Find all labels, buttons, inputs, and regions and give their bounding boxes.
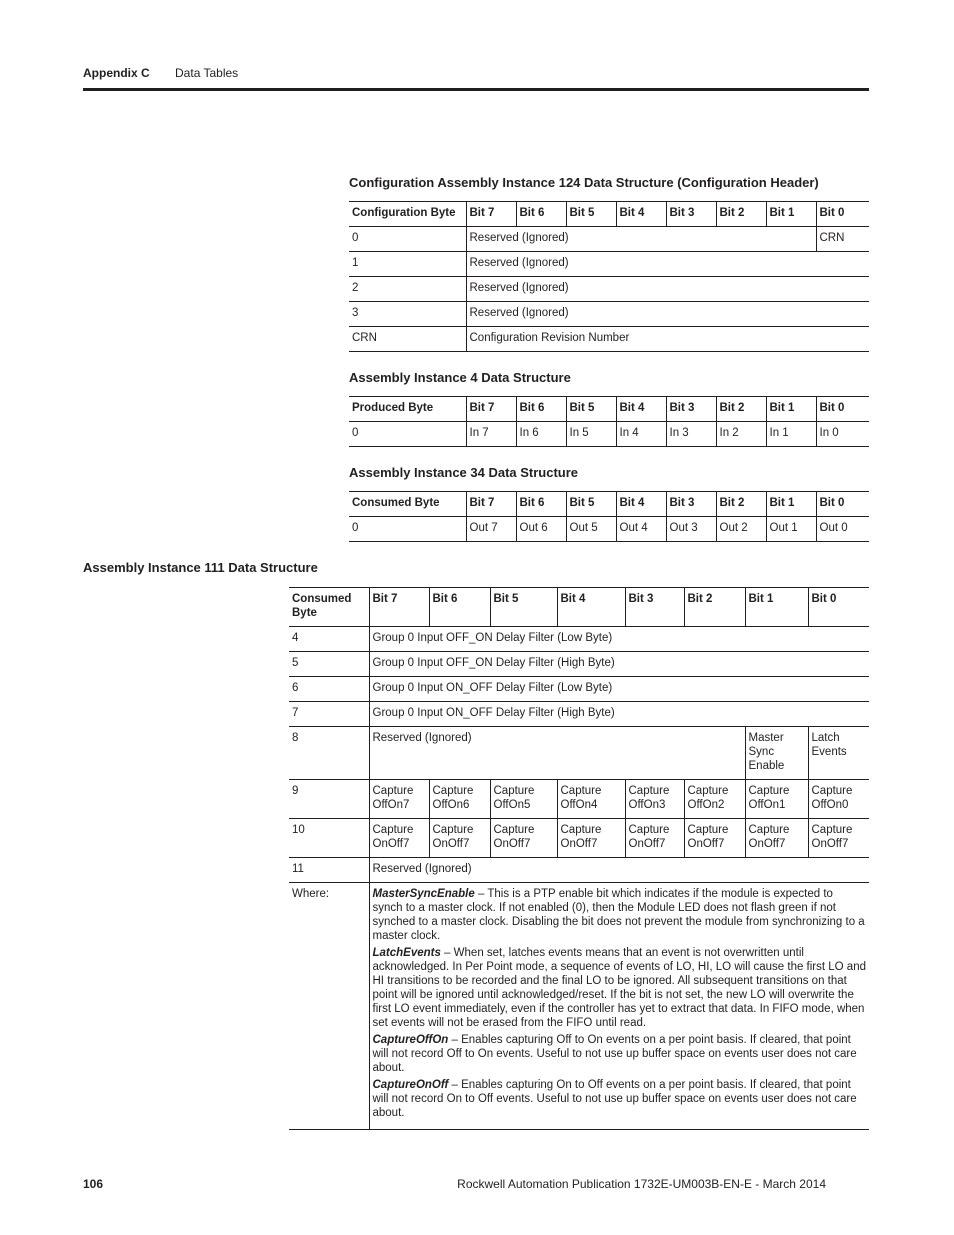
byte-cell: 3: [349, 302, 466, 327]
table-row: [289, 727, 869, 780]
col-header: Bit 5: [566, 492, 616, 517]
bit-cell: Capture OnOff7: [808, 819, 869, 858]
table-row: [349, 302, 869, 327]
col-header: Bit 2: [684, 588, 745, 627]
col-header: Bit 4: [616, 492, 666, 517]
bit-cell: Capture OffOn0: [808, 780, 869, 819]
col-header: Bit 0: [816, 202, 869, 227]
col-header: Consumed Byte: [349, 492, 466, 517]
desc-cell: Reserved (Ignored): [466, 302, 869, 327]
byte-cell: 0: [349, 422, 466, 447]
where-row: [289, 883, 869, 1130]
table-row: [289, 780, 869, 819]
col-header: Bit 7: [466, 397, 516, 422]
col-header: Bit 2: [716, 492, 766, 517]
bit-cell: Capture OffOn1: [745, 780, 808, 819]
bit-cell: In 1: [766, 422, 816, 447]
bit-cell: Out 4: [616, 517, 666, 542]
note-text: – Enables capturing Off to On events on a per point basis. If cleared, that point will not record Off to On events. Useful to not use up buffer space on events user does not care about.: [372, 1034, 857, 1074]
col-header: Bit 6: [516, 397, 566, 422]
table-row: [349, 422, 869, 447]
note-term: LatchEvents: [372, 947, 441, 959]
table-111-title: Assembly Instance 111 Data Structure: [83, 560, 318, 575]
col-header: Bit 6: [516, 492, 566, 517]
col-header: Bit 5: [566, 202, 616, 227]
table-row: [289, 627, 869, 652]
col-header: Bit 3: [666, 202, 716, 227]
bit-cell: Capture OnOff7: [369, 819, 429, 858]
byte-cell: 1: [349, 252, 466, 277]
byte-cell: 7: [289, 702, 369, 727]
bit-cell: Out 1: [766, 517, 816, 542]
bit-cell: Capture OnOff7: [490, 819, 557, 858]
publication-info: Rockwell Automation Publication 1732E-UM003B-EN-E - March 2014: [457, 1177, 826, 1191]
bit-cell: Capture OffOn4: [557, 780, 625, 819]
appendix-label: Appendix C: [83, 66, 150, 80]
col-header: Bit 1: [745, 588, 808, 627]
bit-cell: In 7: [466, 422, 516, 447]
bit-cell: In 4: [616, 422, 666, 447]
col-header: Bit 7: [466, 492, 516, 517]
page-header: [83, 66, 238, 80]
note-capture-onoff: [373, 1078, 867, 1120]
desc-cell: Reserved (Ignored): [466, 252, 869, 277]
table-row: [349, 327, 869, 352]
bit-cell: Capture OffOn7: [369, 780, 429, 819]
bit-cell: Capture OffOn6: [429, 780, 490, 819]
byte-cell: CRN: [349, 327, 466, 352]
col-header: Bit 2: [716, 202, 766, 227]
bit-cell: Capture OffOn3: [625, 780, 684, 819]
bit-cell: In 3: [666, 422, 716, 447]
table-row: [349, 517, 869, 542]
desc-cell: Group 0 Input OFF_ON Delay Filter (Low Byte): [369, 627, 869, 652]
table-row: [349, 277, 869, 302]
byte-cell: 6: [289, 677, 369, 702]
byte-cell: 2: [349, 277, 466, 302]
table-4: [349, 396, 869, 447]
bit-cell: Capture OffOn5: [490, 780, 557, 819]
note-term: CaptureOffOn: [372, 1034, 449, 1046]
table-row: [289, 819, 869, 858]
col-header: Bit 4: [557, 588, 625, 627]
col-header: Bit 1: [766, 202, 816, 227]
col-header: Bit 5: [566, 397, 616, 422]
bit-cell: Capture OffOn2: [684, 780, 745, 819]
bit-cell: Out 7: [466, 517, 516, 542]
bit-cell: CRN: [816, 227, 869, 252]
table-row: [289, 858, 869, 883]
byte-cell: 11: [289, 858, 369, 883]
col-header: Produced Byte: [349, 397, 466, 422]
col-header: Bit 0: [816, 397, 869, 422]
note-master-sync: [373, 887, 867, 943]
col-header: Bit 6: [429, 588, 490, 627]
col-header: Bit 3: [625, 588, 684, 627]
bit-cell: In 6: [516, 422, 566, 447]
table-4-title: Assembly Instance 4 Data Structure: [349, 370, 571, 385]
note-latch-events: [373, 946, 867, 1030]
byte-cell: 8: [289, 727, 369, 780]
bit-cell: Capture OnOff7: [684, 819, 745, 858]
col-header: Configuration Byte: [349, 202, 466, 227]
desc-cell: Reserved (Ignored): [369, 858, 869, 883]
bit-cell: Out 6: [516, 517, 566, 542]
header-rule: [83, 88, 869, 91]
desc-cell: Reserved (Ignored): [466, 277, 869, 302]
bit-cell: Out 2: [716, 517, 766, 542]
desc-cell: Group 0 Input ON_OFF Delay Filter (High Byte): [369, 702, 869, 727]
bit-cell: Capture OnOff7: [625, 819, 684, 858]
note-term: CaptureOnOff: [372, 1079, 449, 1091]
table-row: [289, 652, 869, 677]
bit-cell: In 0: [816, 422, 869, 447]
note-text: – Enables capturing On to Off events on a per point basis. If cleared, that point will not record On to Off events. Useful to not use up buffer space on events user does not care about.: [372, 1079, 857, 1119]
bit-cell: Capture OnOff7: [429, 819, 490, 858]
col-header: Bit 1: [766, 397, 816, 422]
table-row: [349, 252, 869, 277]
where-notes: [369, 883, 869, 1130]
bit-cell: Capture OnOff7: [745, 819, 808, 858]
header-title: Data Tables: [175, 66, 239, 80]
col-header: Consumed Byte: [289, 588, 369, 627]
table-124: [349, 201, 869, 352]
col-header: Bit 0: [808, 588, 869, 627]
note-capture-offon: [373, 1033, 867, 1075]
bit-cell: In 5: [566, 422, 616, 447]
byte-cell: 0: [349, 517, 466, 542]
note-text: – This is a PTP enable bit which indicates if the module is expected to synch to a master clock. If not enabled (0), then the Module LED does not flash green if not synched to a master clock. Disabling the bit does not prevent the module from synchronizing to a master clock.: [372, 888, 865, 942]
col-header: Bit 5: [490, 588, 557, 627]
col-header: Bit 4: [616, 397, 666, 422]
col-header: Bit 3: [666, 492, 716, 517]
bit-cell: Out 0: [816, 517, 869, 542]
where-label: Where:: [289, 883, 369, 1130]
byte-cell: 10: [289, 819, 369, 858]
bit-cell: Out 3: [666, 517, 716, 542]
table-34: [349, 491, 869, 542]
desc-cell: Group 0 Input OFF_ON Delay Filter (High Byte): [369, 652, 869, 677]
byte-cell: 0: [349, 227, 466, 252]
table-row: [349, 227, 869, 252]
desc-cell: Reserved (Ignored): [466, 227, 816, 252]
bit-cell: Master Sync Enable: [745, 727, 808, 780]
col-header: Bit 2: [716, 397, 766, 422]
table-row: [289, 677, 869, 702]
note-text: – When set, latches events means that an event is not overwritten until acknowledged. In Per Point mode, a sequence of events of LO, HI, LO will cause the first LO and HI transitions to be recorded and the final LO to be ignored. All subsequent transitions on that point will be ignored until acknowledged/reset. If the bit is not set, the new LO will overwrite the first LO event immediately, even if the controller has yet to extract that data. In FIFO mode, when set events will not be erased from the FIFO until read.: [372, 947, 866, 1029]
bit-cell: Latch Events: [808, 727, 869, 780]
note-term: MasterSyncEnable: [372, 888, 475, 900]
byte-cell: 4: [289, 627, 369, 652]
desc-cell: Configuration Revision Number: [466, 327, 869, 352]
col-header: Bit 3: [666, 397, 716, 422]
col-header: Bit 7: [369, 588, 429, 627]
bit-cell: Capture OnOff7: [557, 819, 625, 858]
table-34-title: Assembly Instance 34 Data Structure: [349, 465, 579, 480]
bit-cell: Out 5: [566, 517, 616, 542]
byte-cell: 5: [289, 652, 369, 677]
desc-cell: Group 0 Input ON_OFF Delay Filter (Low Byte): [369, 677, 869, 702]
col-header: Bit 7: [466, 202, 516, 227]
table-124-title: Configuration Assembly Instance 124 Data Structure (Configuration Header): [349, 175, 819, 190]
table-row: [289, 702, 869, 727]
col-header: Bit 4: [616, 202, 666, 227]
col-header: Bit 1: [766, 492, 816, 517]
desc-cell: Reserved (Ignored): [369, 727, 745, 780]
page-number: 106: [83, 1177, 104, 1191]
table-111: [289, 587, 869, 1130]
col-header: Bit 0: [816, 492, 869, 517]
byte-cell: 9: [289, 780, 369, 819]
col-header: Bit 6: [516, 202, 566, 227]
bit-cell: In 2: [716, 422, 766, 447]
